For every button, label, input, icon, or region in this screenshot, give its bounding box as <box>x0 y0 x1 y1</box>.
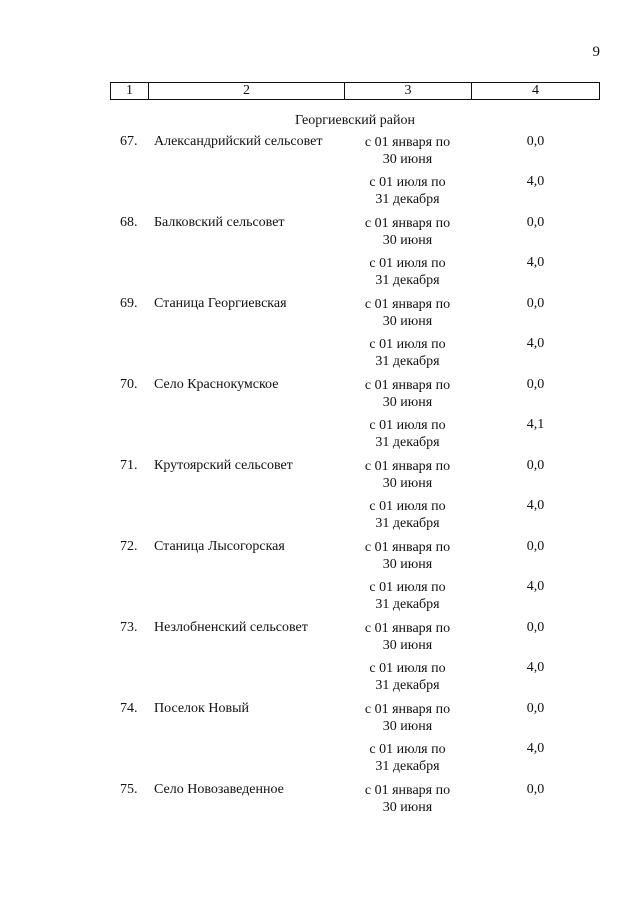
value-first-half: 0,0 <box>526 701 545 716</box>
period-first-half <box>344 377 471 411</box>
period-first-half <box>344 296 471 330</box>
period-line: с 01 января по <box>364 378 451 393</box>
period-second-half <box>344 660 471 694</box>
period-line: с 01 июля по <box>369 580 446 595</box>
value-first-half: 0,0 <box>526 539 545 554</box>
period-line: 31 декабря <box>375 516 440 531</box>
period-line: с 01 июля по <box>369 175 446 190</box>
period-line: с 01 июля по <box>369 742 446 757</box>
period-line: 30 июня <box>382 557 433 572</box>
period-second-half <box>344 579 471 613</box>
period-line: 30 июня <box>382 476 433 491</box>
row-number: 74. <box>120 701 138 716</box>
table-body <box>110 134 600 815</box>
value-second-half: 4,0 <box>526 336 545 351</box>
period-line: 30 июня <box>382 395 433 410</box>
value-second-half: 4,0 <box>526 255 545 270</box>
period-first-half <box>344 620 471 654</box>
municipality-name: Незлобненский сельсовет <box>154 620 308 635</box>
row-number: 72. <box>120 539 138 554</box>
value-second-half: 4,0 <box>526 579 545 594</box>
period-line: 31 декабря <box>375 678 440 693</box>
period-line: 31 декабря <box>375 435 440 450</box>
period-line: 30 июня <box>382 233 433 248</box>
municipality-name: Крутоярский сельсовет <box>154 458 293 473</box>
period-line: с 01 января по <box>364 459 451 474</box>
row-number: 71. <box>120 458 138 473</box>
period-second-half <box>344 255 471 289</box>
period-first-half <box>344 539 471 573</box>
municipality-name: Село Краснокумское <box>154 377 279 392</box>
value-second-half: 4,0 <box>526 174 545 189</box>
value-first-half: 0,0 <box>526 215 545 230</box>
table-row <box>110 296 600 377</box>
period-line: с 01 января по <box>364 783 451 798</box>
section-title: Георгиевский район <box>295 113 415 128</box>
period-line: с 01 июля по <box>369 256 446 271</box>
row-number: 69. <box>120 296 138 311</box>
table-row <box>110 377 600 458</box>
column-header-1: 1 <box>111 83 149 99</box>
row-number: 68. <box>120 215 138 230</box>
period-line: с 01 июля по <box>369 418 446 433</box>
value-second-half: 4,0 <box>526 660 545 675</box>
period-line: 31 декабря <box>375 354 440 369</box>
value-first-half: 0,0 <box>526 296 545 311</box>
column-header-4: 4 <box>532 83 539 98</box>
municipality-name: Станица Лысогорская <box>154 539 285 554</box>
value-first-half: 0,0 <box>526 782 545 797</box>
period-line: 30 июня <box>382 800 433 815</box>
value-second-half: 4,0 <box>526 498 545 513</box>
municipality-name: Александрийский сельсовет <box>154 134 323 149</box>
table-row <box>110 215 600 296</box>
period-line: с 01 января по <box>364 216 451 231</box>
period-line: с 01 июля по <box>369 499 446 514</box>
period-line: 31 декабря <box>375 192 440 207</box>
period-line: с 01 июля по <box>369 337 446 352</box>
period-second-half <box>344 417 471 451</box>
row-number: 70. <box>120 377 138 392</box>
period-line: с 01 января по <box>364 135 451 150</box>
table-row <box>110 701 600 782</box>
table-header <box>110 82 600 100</box>
period-line: 31 декабря <box>375 759 440 774</box>
period-line: с 01 июля по <box>369 661 446 676</box>
period-line: 30 июня <box>382 719 433 734</box>
period-second-half <box>344 741 471 775</box>
page-number: 9 <box>592 44 600 60</box>
period-first-half <box>344 215 471 249</box>
period-line: 31 декабря <box>375 597 440 612</box>
period-first-half <box>344 782 471 816</box>
period-second-half <box>344 336 471 370</box>
municipality-name: Станица Георгиевская <box>154 296 287 311</box>
value-second-half: 4,0 <box>526 741 545 756</box>
value-second-half: 4,1 <box>526 417 545 432</box>
table-row <box>110 458 600 539</box>
table-row <box>110 134 600 215</box>
period-second-half <box>344 498 471 532</box>
period-line: с 01 января по <box>364 702 451 717</box>
period-line: 30 июня <box>382 638 433 653</box>
municipality-name: Балковский сельсовет <box>154 215 285 230</box>
period-second-half <box>344 174 471 208</box>
value-first-half: 0,0 <box>526 134 545 149</box>
period-line: с 01 января по <box>364 297 451 312</box>
period-first-half <box>344 701 471 735</box>
period-line: 30 июня <box>382 314 433 329</box>
column-header-2: 2 <box>149 83 345 99</box>
period-line: с 01 января по <box>364 621 451 636</box>
municipality-name: Поселок Новый <box>154 701 249 716</box>
row-number: 67. <box>120 134 138 149</box>
table-row <box>110 539 600 620</box>
municipality-name: Село Новозаведенное <box>154 782 284 797</box>
value-first-half: 0,0 <box>526 458 545 473</box>
period-first-half <box>344 458 471 492</box>
period-line: 31 декабря <box>375 273 440 288</box>
period-first-half <box>344 134 471 168</box>
column-header-3: 3 <box>345 83 472 99</box>
period-line: с 01 января по <box>364 540 451 555</box>
value-first-half: 0,0 <box>526 620 545 635</box>
row-number: 75. <box>120 782 138 797</box>
row-number: 73. <box>120 620 138 635</box>
table-row <box>110 620 600 701</box>
value-first-half: 0,0 <box>526 377 545 392</box>
period-line: 30 июня <box>382 152 433 167</box>
